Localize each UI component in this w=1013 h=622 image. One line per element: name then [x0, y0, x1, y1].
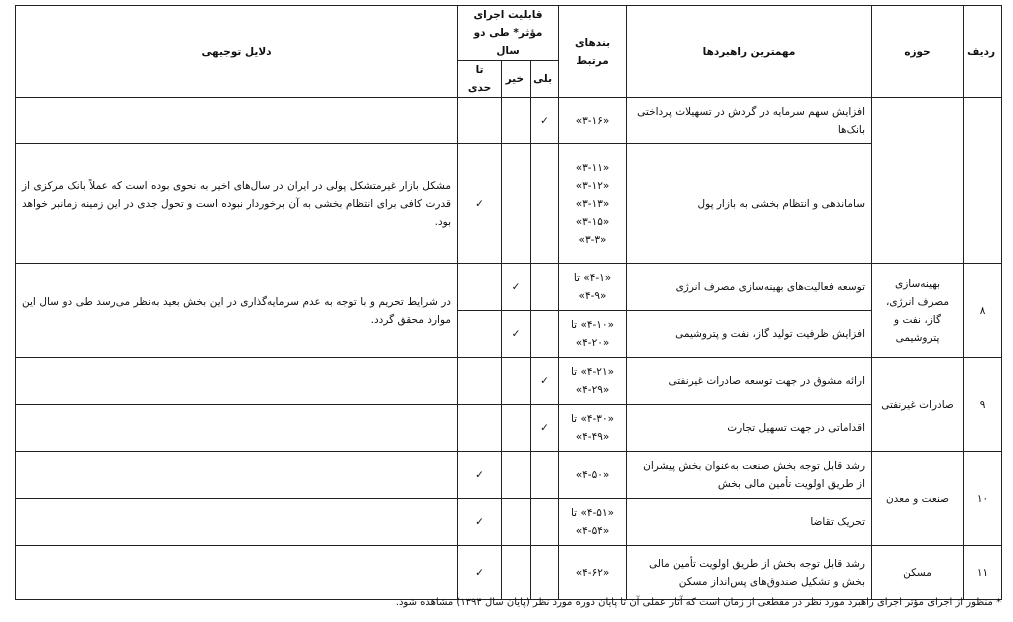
guide-cell: رشد قابل توجه بخش صنعت به‌عنوان بخش پیشران از طریق اولویت تأمین مالی بخش	[627, 452, 872, 499]
no-cell	[502, 144, 531, 264]
partial-cell: ✓	[458, 546, 502, 600]
header-guides: مهمترین راهبردها	[627, 6, 872, 98]
ref-item: «۴-۴۹»	[575, 431, 610, 443]
ref-item: «۳-۳»	[578, 233, 607, 246]
refs-cell	[559, 311, 627, 358]
guide-cell: افزایش سهم سرمایه در گردش در تسهیلات پرداختی بانک‌ها	[627, 98, 872, 144]
header-reasons: دلایل توجیهی	[16, 6, 458, 98]
ref-item: «۴-۶۲»	[575, 566, 610, 579]
header-partial: تا حدی	[458, 61, 502, 98]
area-cell: مسکن	[872, 546, 964, 600]
table-row	[16, 98, 1002, 144]
ref-item: «۴-۵۰»	[575, 469, 610, 481]
table-row	[16, 358, 1002, 405]
reason-cell	[16, 405, 458, 452]
row-number-cell: ۸	[964, 264, 1002, 358]
guide-cell: ارائه مشوق در جهت توسعه صادرات غیرنفتی	[627, 358, 872, 405]
ref-item: «۴-۳۰» تا	[570, 413, 615, 425]
no-cell	[502, 358, 531, 405]
yes-cell	[531, 311, 559, 358]
yes-cell: ✓	[531, 98, 559, 144]
yes-cell	[531, 452, 559, 499]
yes-cell: ✓	[531, 358, 559, 405]
table-row	[16, 144, 1002, 264]
no-cell	[502, 452, 531, 499]
ref-item: «۴-۹»	[578, 290, 607, 302]
ref-item: «۳-۱۱»	[575, 161, 610, 174]
ref-item: «۴-۲۱» تا	[570, 366, 615, 378]
ref-item: «۴-۲۹»	[575, 384, 610, 396]
ref-item: «۴-۵۱» تا	[570, 507, 615, 519]
area-cell	[872, 98, 964, 264]
guide-cell: ساماندهی و انتظام بخشی به بازار پول	[627, 144, 872, 264]
header-no: خیر	[502, 61, 531, 98]
partial-cell: ✓	[458, 499, 502, 546]
ref-item: «۳-۱۲»	[575, 179, 610, 192]
yes-cell	[531, 264, 559, 311]
yes-cell	[531, 144, 559, 264]
area-cell: بهینه‌سازی مصرف انرژی، گاز، نفت و پتروشیمی	[872, 264, 964, 358]
ref-item: «۳-۱۵»	[575, 215, 610, 228]
guide-cell: افزایش ظرفیت تولید گاز، نفت و پتروشیمی	[627, 311, 872, 358]
no-cell	[502, 499, 531, 546]
no-cell: ✓	[502, 264, 531, 311]
ref-item: «۴-۵۴»	[575, 525, 610, 537]
guide-cell: رشد قابل توجه بخش از طریق اولویت تأمین مالی بخش و تشکیل صندوق‌های پس‌انداز مسکن	[627, 546, 872, 600]
refs-cell	[559, 452, 627, 499]
partial-cell: ✓	[458, 144, 502, 264]
yes-cell	[531, 546, 559, 600]
strategies-table	[15, 5, 1002, 600]
partial-cell: ✓	[458, 452, 502, 499]
refs-cell	[559, 499, 627, 546]
header-refs: بندهای مرتبط	[559, 6, 627, 98]
table-row	[16, 546, 1002, 600]
ref-item: «۴-۱۰» تا	[570, 319, 615, 331]
row-number-cell: ۱۰	[964, 452, 1002, 546]
partial-cell	[458, 405, 502, 452]
partial-cell	[458, 98, 502, 144]
no-cell	[502, 546, 531, 600]
table-row	[16, 499, 1002, 546]
table-row	[16, 452, 1002, 499]
ref-item: «۴-۲۰»	[575, 337, 610, 349]
refs-cell	[559, 144, 627, 264]
ref-item: «۳-۱۶»	[575, 114, 610, 127]
partial-cell	[458, 311, 502, 358]
guide-cell: تحریک تقاضا	[627, 499, 872, 546]
reason-cell	[16, 452, 458, 499]
header-area: حوزه	[872, 6, 964, 98]
ref-item: «۳-۱۳»	[575, 197, 610, 210]
refs-cell	[559, 546, 627, 600]
refs-cell	[559, 358, 627, 405]
area-cell: صنعت و معدن	[872, 452, 964, 546]
no-cell: ✓	[502, 311, 531, 358]
partial-cell	[458, 358, 502, 405]
reason-cell	[16, 546, 458, 600]
yes-cell: ✓	[531, 405, 559, 452]
reason-cell	[16, 98, 458, 144]
refs-cell	[559, 264, 627, 311]
yes-cell	[531, 499, 559, 546]
header-row-number: ردیف	[964, 6, 1002, 98]
ref-item: «۴-۱» تا	[573, 272, 612, 284]
refs-cell	[559, 98, 627, 144]
area-cell: صادرات غیرنفتی	[872, 358, 964, 452]
reason-cell	[16, 358, 458, 405]
header-yes: بلی	[531, 61, 559, 98]
header-feasibility: قابلیت اجرای مؤثر* طی دو سال	[458, 6, 559, 61]
table-row	[16, 405, 1002, 452]
reason-cell: در شرایط تحریم و با توجه به عدم سرمایه‌گذاری در این بخش بعید به‌نظر می‌رسد طی دو سال این موارد محقق گردد.	[16, 264, 458, 358]
table-row	[16, 264, 1002, 311]
refs-cell	[559, 405, 627, 452]
partial-cell	[458, 264, 502, 311]
no-cell	[502, 98, 531, 144]
row-number-cell: ۹	[964, 358, 1002, 452]
row-number-cell	[964, 98, 1002, 264]
reason-cell: مشکل بازار غیرمتشکل پولی در ایران در سال‌های اخیر به نحوی بوده است که عملاً بانک مرکزی از قدرت کافی برای انتظام بخشی به آن برخوردار نبوده است و تحول جدی در این زمینه زمانبر خواهد بود.	[16, 144, 458, 264]
row-number-cell: ۱۱	[964, 546, 1002, 600]
guide-cell: توسعه فعالیت‌های بهینه‌سازی مصرف انرژی	[627, 264, 872, 311]
reason-cell	[16, 499, 458, 546]
table-footnote: * منظور از اجرای مؤثر اجرای راهبرد مورد نظر در مقطعی از زمان است که آثار عملی آن تا پایان دوره مورد نظر (پایان سال ۱۳۹۴) مشاهده شود.	[395, 597, 1001, 608]
no-cell	[502, 405, 531, 452]
guide-cell: اقداماتی در جهت تسهیل تجارت	[627, 405, 872, 452]
